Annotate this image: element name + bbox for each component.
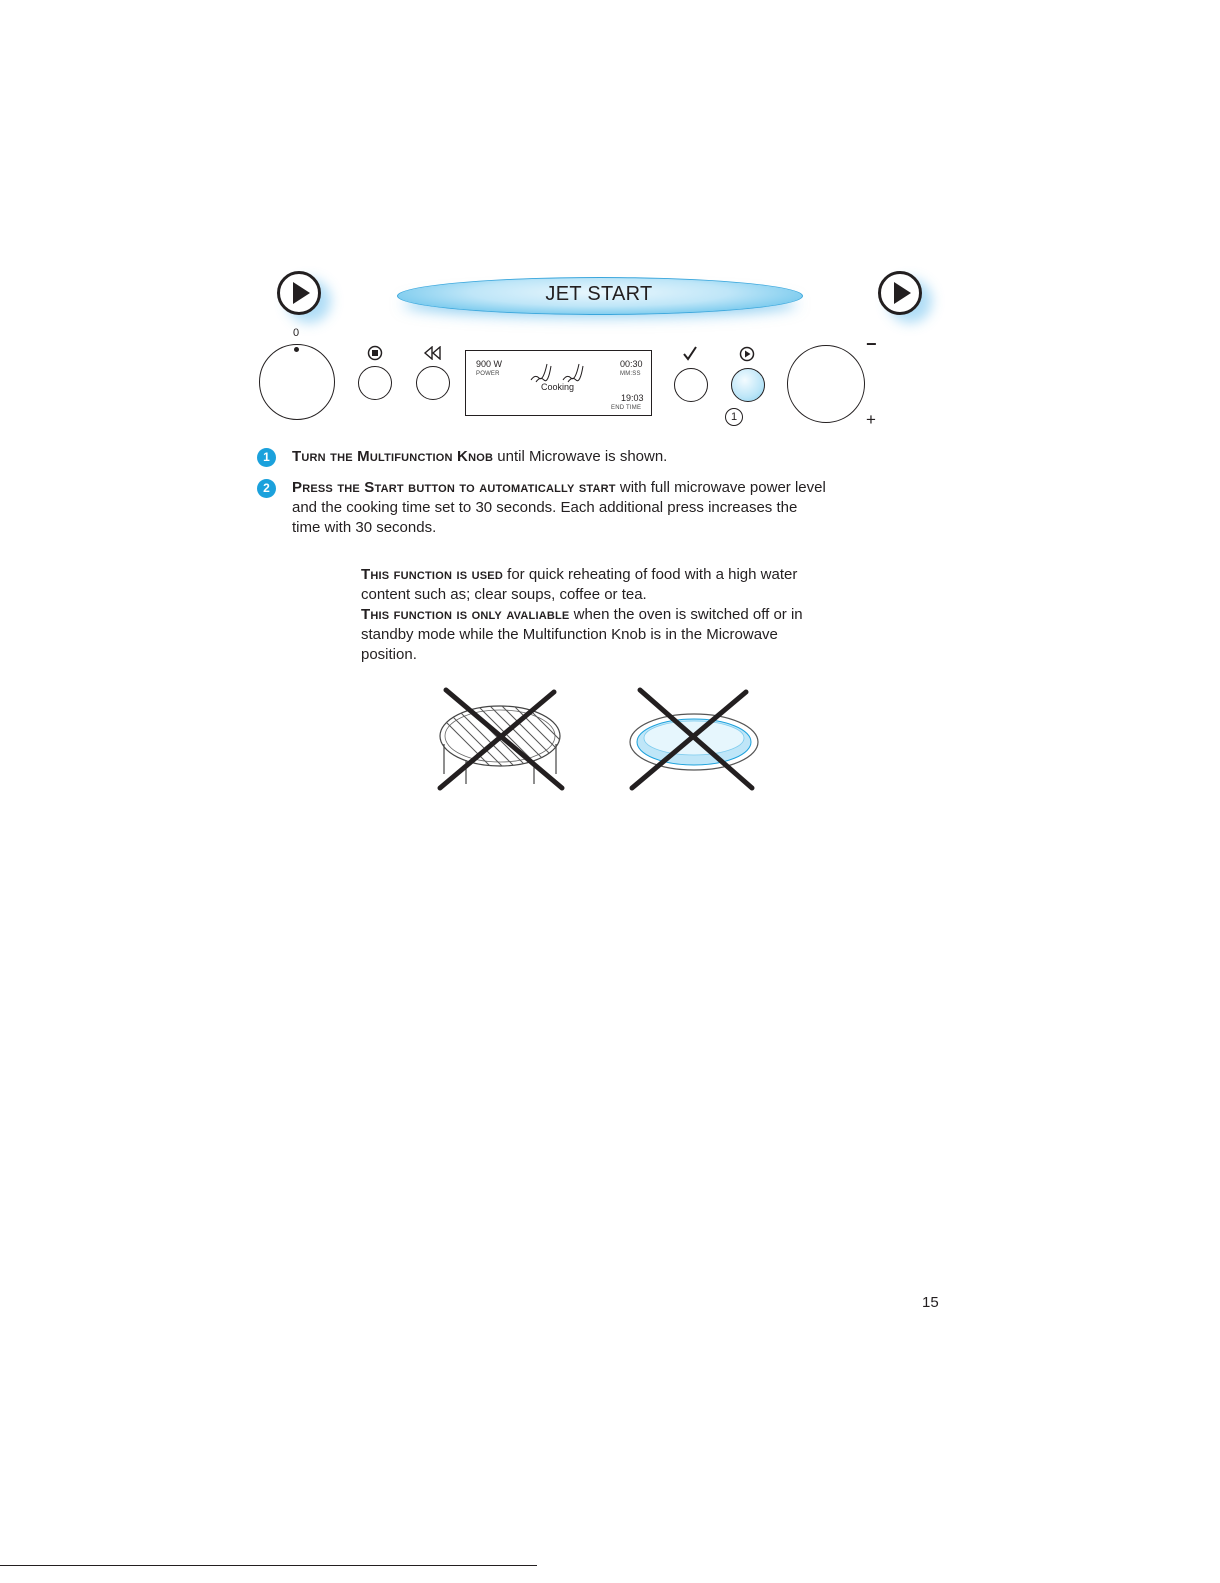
step-2-number: 2 bbox=[257, 479, 276, 498]
callout-number: 1 bbox=[730, 411, 738, 423]
note-block bbox=[361, 565, 841, 665]
banner-title: JET START bbox=[545, 283, 653, 305]
stop-button[interactable] bbox=[358, 366, 392, 400]
start-icon bbox=[739, 346, 755, 362]
end-time-label: END TIME bbox=[611, 405, 642, 411]
step-1-lead: Turn the Multifunction Knob bbox=[292, 448, 494, 465]
time-label: MM:SS bbox=[620, 371, 641, 377]
step-2-line-3: time with 30 seconds. bbox=[292, 519, 437, 536]
step-2-text bbox=[292, 478, 852, 538]
play-icon-left bbox=[277, 271, 321, 315]
knob-indicator-dot bbox=[294, 347, 299, 352]
back-icon bbox=[423, 346, 443, 360]
time-value: 00:30 bbox=[620, 359, 643, 369]
note-2-rest-1: when the oven is switched off or in bbox=[569, 606, 803, 623]
step-2-rest-1: with full microwave power level bbox=[615, 479, 826, 496]
callout-marker bbox=[725, 408, 743, 426]
multifunction-knob[interactable] bbox=[259, 344, 335, 420]
crisp-plate-crossed-icon bbox=[626, 686, 766, 794]
note-2-line-2: standby mode while the Multifunction Knob is in the Microwave bbox=[361, 626, 778, 643]
power-value: 900 W bbox=[476, 359, 503, 369]
knob-zero-label: 0 bbox=[293, 327, 300, 339]
note-2-lead: This function is only avaliable bbox=[361, 606, 570, 623]
adjust-knob[interactable] bbox=[787, 345, 865, 423]
start-button[interactable] bbox=[731, 368, 765, 402]
step-1-text bbox=[292, 447, 852, 467]
power-label: POWER bbox=[476, 371, 500, 377]
note-2-line-3: position. bbox=[361, 646, 417, 663]
check-icon bbox=[682, 345, 698, 361]
step-2-line-1 bbox=[292, 478, 852, 498]
step-1-number: 1 bbox=[257, 448, 276, 467]
note-1-line-2: content such as; clear soups, coffee or tea. bbox=[361, 586, 647, 603]
page-number: 15 bbox=[922, 1294, 939, 1311]
step-1-rest: until Microwave is shown. bbox=[493, 448, 668, 465]
note-1-line-1 bbox=[361, 565, 841, 585]
mode-text: Cooking bbox=[541, 382, 575, 392]
note-2-line-1 bbox=[361, 605, 841, 625]
step-2-lead: Press the Start button to automatically start bbox=[292, 479, 616, 496]
note-1-rest-1: for quick reheating of food with a high water bbox=[502, 566, 798, 583]
minus-label: − bbox=[866, 334, 877, 354]
microwave-waves-icon bbox=[527, 358, 587, 384]
confirm-button[interactable] bbox=[674, 368, 708, 402]
stop-icon bbox=[367, 345, 383, 361]
bottom-rule bbox=[0, 1565, 537, 1566]
plus-label: + bbox=[866, 410, 876, 429]
back-button[interactable] bbox=[416, 366, 450, 400]
step-2-line-2: and the cooking time set to 30 seconds. Each additional press increases the bbox=[292, 499, 798, 516]
note-1-lead: This function is used bbox=[361, 566, 503, 583]
play-icon-right bbox=[878, 271, 922, 315]
grill-rack-crossed-icon bbox=[430, 686, 570, 794]
end-time-value: 19:03 bbox=[621, 393, 644, 403]
